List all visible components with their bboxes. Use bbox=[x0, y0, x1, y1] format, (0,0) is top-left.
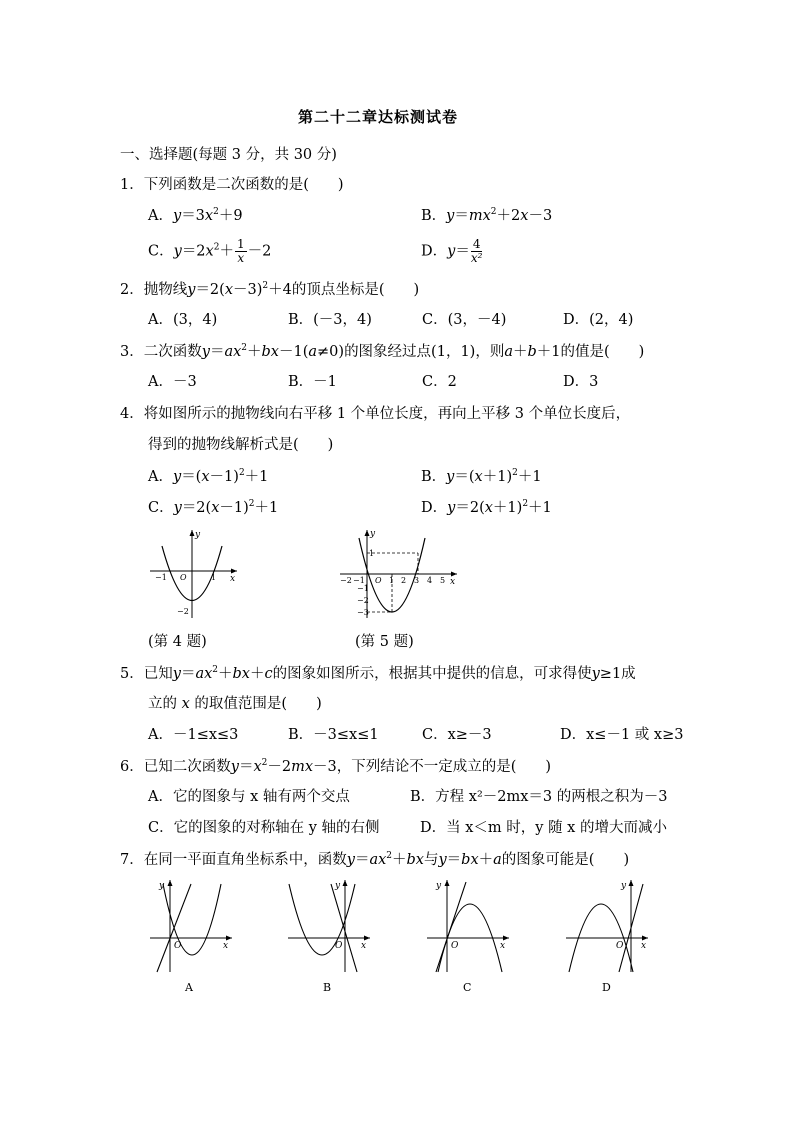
tick-label: 2 bbox=[401, 576, 407, 585]
q7-graph-d[interactable] bbox=[561, 876, 651, 974]
fig4-graph bbox=[145, 528, 245, 620]
fig5-graph bbox=[335, 528, 460, 620]
tick-label: 5 bbox=[440, 576, 446, 585]
svg-text:x: x bbox=[361, 941, 367, 951]
fraction: $\frac{4}{\text{x²}}$ bbox=[470, 237, 483, 265]
fig5-caption: (第 5 题) bbox=[355, 634, 414, 650]
q1-option-b[interactable]: B．$y=mx^2+2x-3$ bbox=[421, 207, 553, 224]
tick-label: 1 bbox=[211, 573, 217, 582]
q1-option-a[interactable]: A．$y=3x^2+9$ bbox=[148, 207, 243, 224]
q2-option-d[interactable]: D．(2，4) bbox=[563, 312, 634, 328]
q4-stem-line1: 4．将如图所示的抛物线向右平移 1 个单位长度，再向上平移 3 个单位长度后， bbox=[120, 406, 631, 422]
q2-option-a[interactable]: A．(3，4) bbox=[148, 312, 218, 328]
q2-option-b[interactable]: B．(－3，4) bbox=[288, 312, 372, 328]
x-axis-label: x bbox=[230, 574, 236, 584]
q5-option-c[interactable]: C．x≥－3 bbox=[422, 727, 492, 743]
tick-label: −1 bbox=[353, 576, 365, 585]
q4-stem-line2: 得到的抛物线解析式是( ) bbox=[148, 437, 334, 453]
q5-stem-line1: 5．已知$y=ax^2+bx+c$的图象如图所示，根据其中提供的信息，可求得使y≥1成 bbox=[120, 665, 636, 682]
fraction: $\frac{1}{x}$ bbox=[236, 237, 245, 265]
q4-option-b[interactable]: B．$y=(x+1)^2+1$ bbox=[421, 468, 542, 485]
tick-label: 1 bbox=[389, 576, 395, 585]
svg-text:y: y bbox=[159, 881, 165, 891]
q3-option-a[interactable]: A．－3 bbox=[148, 374, 197, 390]
q4-option-a[interactable]: A．$y=(x-1)^2+1$ bbox=[148, 468, 269, 485]
x-axis-label: x bbox=[450, 577, 456, 587]
q6-option-c[interactable]: C．它的图象的对称轴在 y 轴的右侧 bbox=[148, 820, 380, 836]
q5-stem-line2: 立的 x 的取值范围是( ) bbox=[148, 696, 322, 712]
q3-option-b[interactable]: B．－1 bbox=[288, 374, 337, 390]
svg-text:O: O bbox=[451, 941, 459, 951]
tick-label: −1 bbox=[357, 584, 369, 593]
svg-text:x: x bbox=[500, 941, 506, 951]
svg-text:y: y bbox=[621, 881, 627, 891]
svg-text:x: x bbox=[223, 941, 229, 951]
svg-text:O: O bbox=[335, 941, 343, 951]
tick-label: −1 bbox=[155, 573, 167, 582]
q1-option-d[interactable]: D．y＝ $\frac{4}{\text{x²}}$ bbox=[421, 237, 483, 265]
tick-label: 4 bbox=[427, 576, 433, 585]
q5-option-a[interactable]: A．－1≤x≤3 bbox=[148, 727, 239, 743]
q5-option-b[interactable]: B．－3≤x≤1 bbox=[288, 727, 379, 743]
svg-text:O: O bbox=[616, 941, 624, 951]
tick-label: −3 bbox=[357, 608, 369, 617]
fig4-caption: (第 4 题) bbox=[148, 634, 207, 650]
q2-stem: 2．抛物线$y=2(x-3)^2+4$的顶点坐标是( ) bbox=[120, 281, 420, 298]
q7-graph-c[interactable] bbox=[422, 876, 512, 974]
tick-label: −2 bbox=[357, 596, 369, 605]
q4-option-d[interactable]: D．$y=2(x+1)^2+1$ bbox=[421, 499, 552, 516]
section-heading: 一、选择题(每题 3 分，共 30 分) bbox=[120, 147, 337, 163]
q6-option-b[interactable]: B．方程 x²－2mx＝3 的两根之积为－3 bbox=[410, 789, 668, 805]
q6-stem: 6．已知二次函数$y=x^2-2mx-3$，下列结论不一定成立的是( ) bbox=[120, 758, 552, 775]
svg-text:x: x bbox=[641, 941, 647, 951]
q6-option-a[interactable]: A．它的图象与 x 轴有两个交点 bbox=[148, 789, 350, 805]
svg-text:O: O bbox=[174, 941, 182, 951]
q7-label-c: C bbox=[463, 981, 472, 994]
q5-option-d[interactable]: D．x≤－1 或 x≥3 bbox=[560, 727, 684, 743]
tick-label: −2 bbox=[177, 607, 189, 616]
q3-option-c[interactable]: C．2 bbox=[422, 374, 457, 390]
y-axis-label: y bbox=[195, 530, 201, 540]
tick-label: 3 bbox=[414, 576, 420, 585]
svg-text:y: y bbox=[436, 881, 442, 891]
svg-text:y: y bbox=[335, 881, 341, 891]
q7-stem: 7．在同一平面直角坐标系中，函数$y=ax^2+bx$与y＝bx＋a的图象可能是( ) bbox=[120, 851, 630, 868]
tick-label: 1 bbox=[369, 549, 375, 558]
q4-option-c[interactable]: C．$y=2(x-1)^2+1$ bbox=[148, 499, 279, 516]
page-title: 第二十二章达标测试卷 bbox=[298, 108, 459, 126]
y-axis-label: y bbox=[370, 529, 376, 539]
q3-stem: 3．二次函数$y=ax^2+bx-1(a\ne 0)$的图象经过点(1，1)，则a＋b＋1的值是( ) bbox=[120, 343, 645, 360]
q7-label-b: B bbox=[323, 981, 332, 994]
q6-option-d[interactable]: D．当 x＜m 时，y 随 x 的增大而减小 bbox=[420, 820, 667, 836]
q7-label-a: A bbox=[185, 981, 193, 994]
origin-label: O bbox=[180, 573, 187, 582]
q7-graph-b[interactable] bbox=[283, 876, 373, 974]
q1-stem: 1．下列函数是二次函数的是( ) bbox=[120, 177, 344, 193]
q7-graph-a[interactable] bbox=[145, 876, 235, 974]
q1-option-c[interactable]: C．$y=2x^2+$ $\frac{1}{x}$ －2 bbox=[148, 237, 272, 265]
q2-option-c[interactable]: C．(3，－4) bbox=[422, 312, 507, 328]
q3-option-d[interactable]: D．3 bbox=[563, 374, 599, 390]
q7-label-d: D bbox=[602, 981, 611, 994]
tick-label: −2 bbox=[340, 576, 352, 585]
origin-label: O bbox=[375, 576, 382, 585]
